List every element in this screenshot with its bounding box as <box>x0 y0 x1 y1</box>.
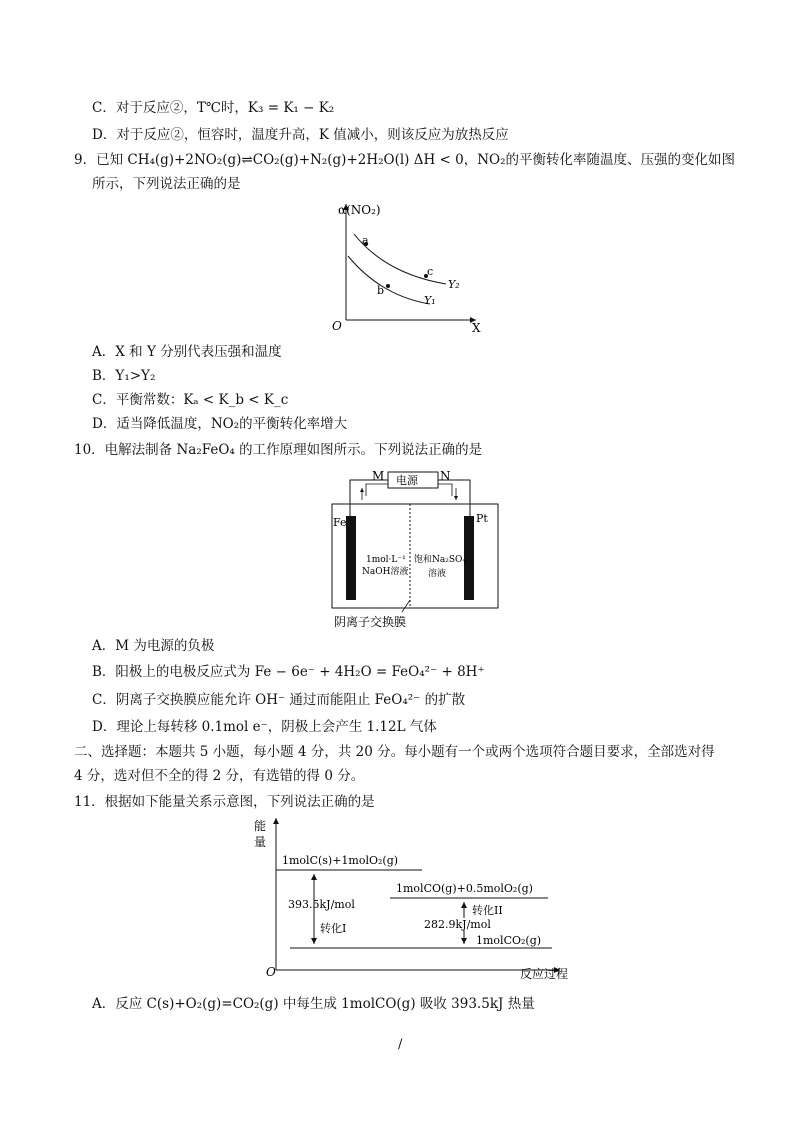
section2-instructions-line2: 4 分，选对但不全的得 2 分，有选错的得 0 分。 <box>74 768 365 784</box>
q11-level-mid: 1molCO(g)+0.5molO₂(g) <box>396 882 533 895</box>
q10-option-b: B．阳极上的电极反应式为 Fe − 6e⁻ + 4H₂O = FeO₄²⁻ + 8H⁺ <box>92 664 485 680</box>
section2-instructions-line1: 二、选择题：本题共 5 小题，每小题 4 分，共 20 分。每小题有一个或两个选项符合题目要求，全部选对得 <box>74 744 715 760</box>
q11-stem: 11．根据如下能量关系示意图，下列说法正确的是 <box>74 794 375 810</box>
q9-option-b: B．Y₁>Y₂ <box>92 368 156 384</box>
q11-conversion-1: 转化I <box>320 922 347 935</box>
q10-left-electrode-label: Fe <box>333 516 347 529</box>
q9-curve-y1 <box>348 256 430 304</box>
q9-figure <box>326 196 496 336</box>
q11-conversion-2: 转化II <box>472 904 503 917</box>
q9-point-a: a <box>362 234 369 247</box>
q9-y-label: α(NO₂) <box>338 203 381 217</box>
q11-y-label-1: 能 <box>254 819 267 833</box>
q9-point-c: c <box>427 265 434 278</box>
q11-delta-1: 393.5kJ/mol <box>288 898 355 911</box>
q10-electrolysis-figure <box>328 466 508 636</box>
q11-origin: O <box>266 965 276 979</box>
q10-left-solution-name: NaOH溶液 <box>362 567 409 577</box>
q10-right-solution-name: 饱和Na₂SO₄ <box>414 555 467 565</box>
q10-label-n: N <box>440 469 451 483</box>
q11-delta-2: 282.9kJ/mol <box>424 918 491 931</box>
q9-option-c: C．平衡常数：Kₐ < K_b < K_c <box>92 392 289 408</box>
q11-y-label-2: 量 <box>254 835 267 849</box>
q10-label-m: M <box>372 469 385 483</box>
q10-right-electrode-label: Pt <box>476 512 488 525</box>
q11-x-label: 反应过程 <box>520 967 569 981</box>
q9-stem-line1: 9．已知 CH₄(g)+2NO₂(g)⇌CO₂(g)+N₂(g)+2H₂O(l) ΔH < 0，NO₂的平衡转化率随温度、压强的变化如图 <box>74 152 736 168</box>
page-number: / <box>398 1037 403 1052</box>
q9-x-label: X <box>472 321 481 335</box>
q11-level-bottom: 1molCO₂(g) <box>476 934 542 947</box>
q10-right-solution-word: 溶液 <box>428 569 447 579</box>
q11-energy-diagram <box>250 814 580 984</box>
q11-option-a: A．反应 C(s)+O₂(g)=CO₂(g) 中每生成 1molCO(g) 吸收 393.5kJ 热量 <box>92 996 535 1012</box>
q10-stem: 10．电解法制备 Na₂FeO₄ 的工作原理如图所示。下列说法正确的是 <box>74 442 483 458</box>
q9-label-y2: Y₂ <box>448 278 460 291</box>
q9-label-y1: Y₁ <box>424 294 436 307</box>
q8-option-d: D．对于反应②，恒容时，温度升高，K 值减小，则该反应为放热反应 <box>92 127 509 143</box>
q9-stem-line2: 所示，下列说法正确的是 <box>92 176 241 192</box>
q10-membrane-label: 阴离子交换膜 <box>334 615 407 629</box>
q10-left-solution-conc: 1mol·L⁻¹ <box>366 555 406 565</box>
q9-point-b: b <box>377 284 385 297</box>
q9-origin: O <box>332 319 342 333</box>
q10-option-d: D．理论上每转移 0.1mol e⁻，阴极上会产生 1.12L 气体 <box>92 719 437 735</box>
q9-option-a: A．X 和 Y 分别代表压强和温度 <box>92 344 282 360</box>
q9-option-d: D．适当降低温度，NO₂的平衡转化率增大 <box>92 416 348 432</box>
q10-option-a: A．M 为电源的负极 <box>92 638 215 654</box>
q10-option-c: C．阴离子交换膜应能允许 OH⁻ 通过而能阻止 FeO₄²⁻ 的扩散 <box>92 692 466 708</box>
q10-power-source-label: 电源 <box>396 474 418 487</box>
q11-level-top: 1molC(s)+1molO₂(g) <box>282 854 399 867</box>
q8-option-c: C．对于反应②，T℃时，K₃ = K₁ − K₂ <box>92 100 335 116</box>
